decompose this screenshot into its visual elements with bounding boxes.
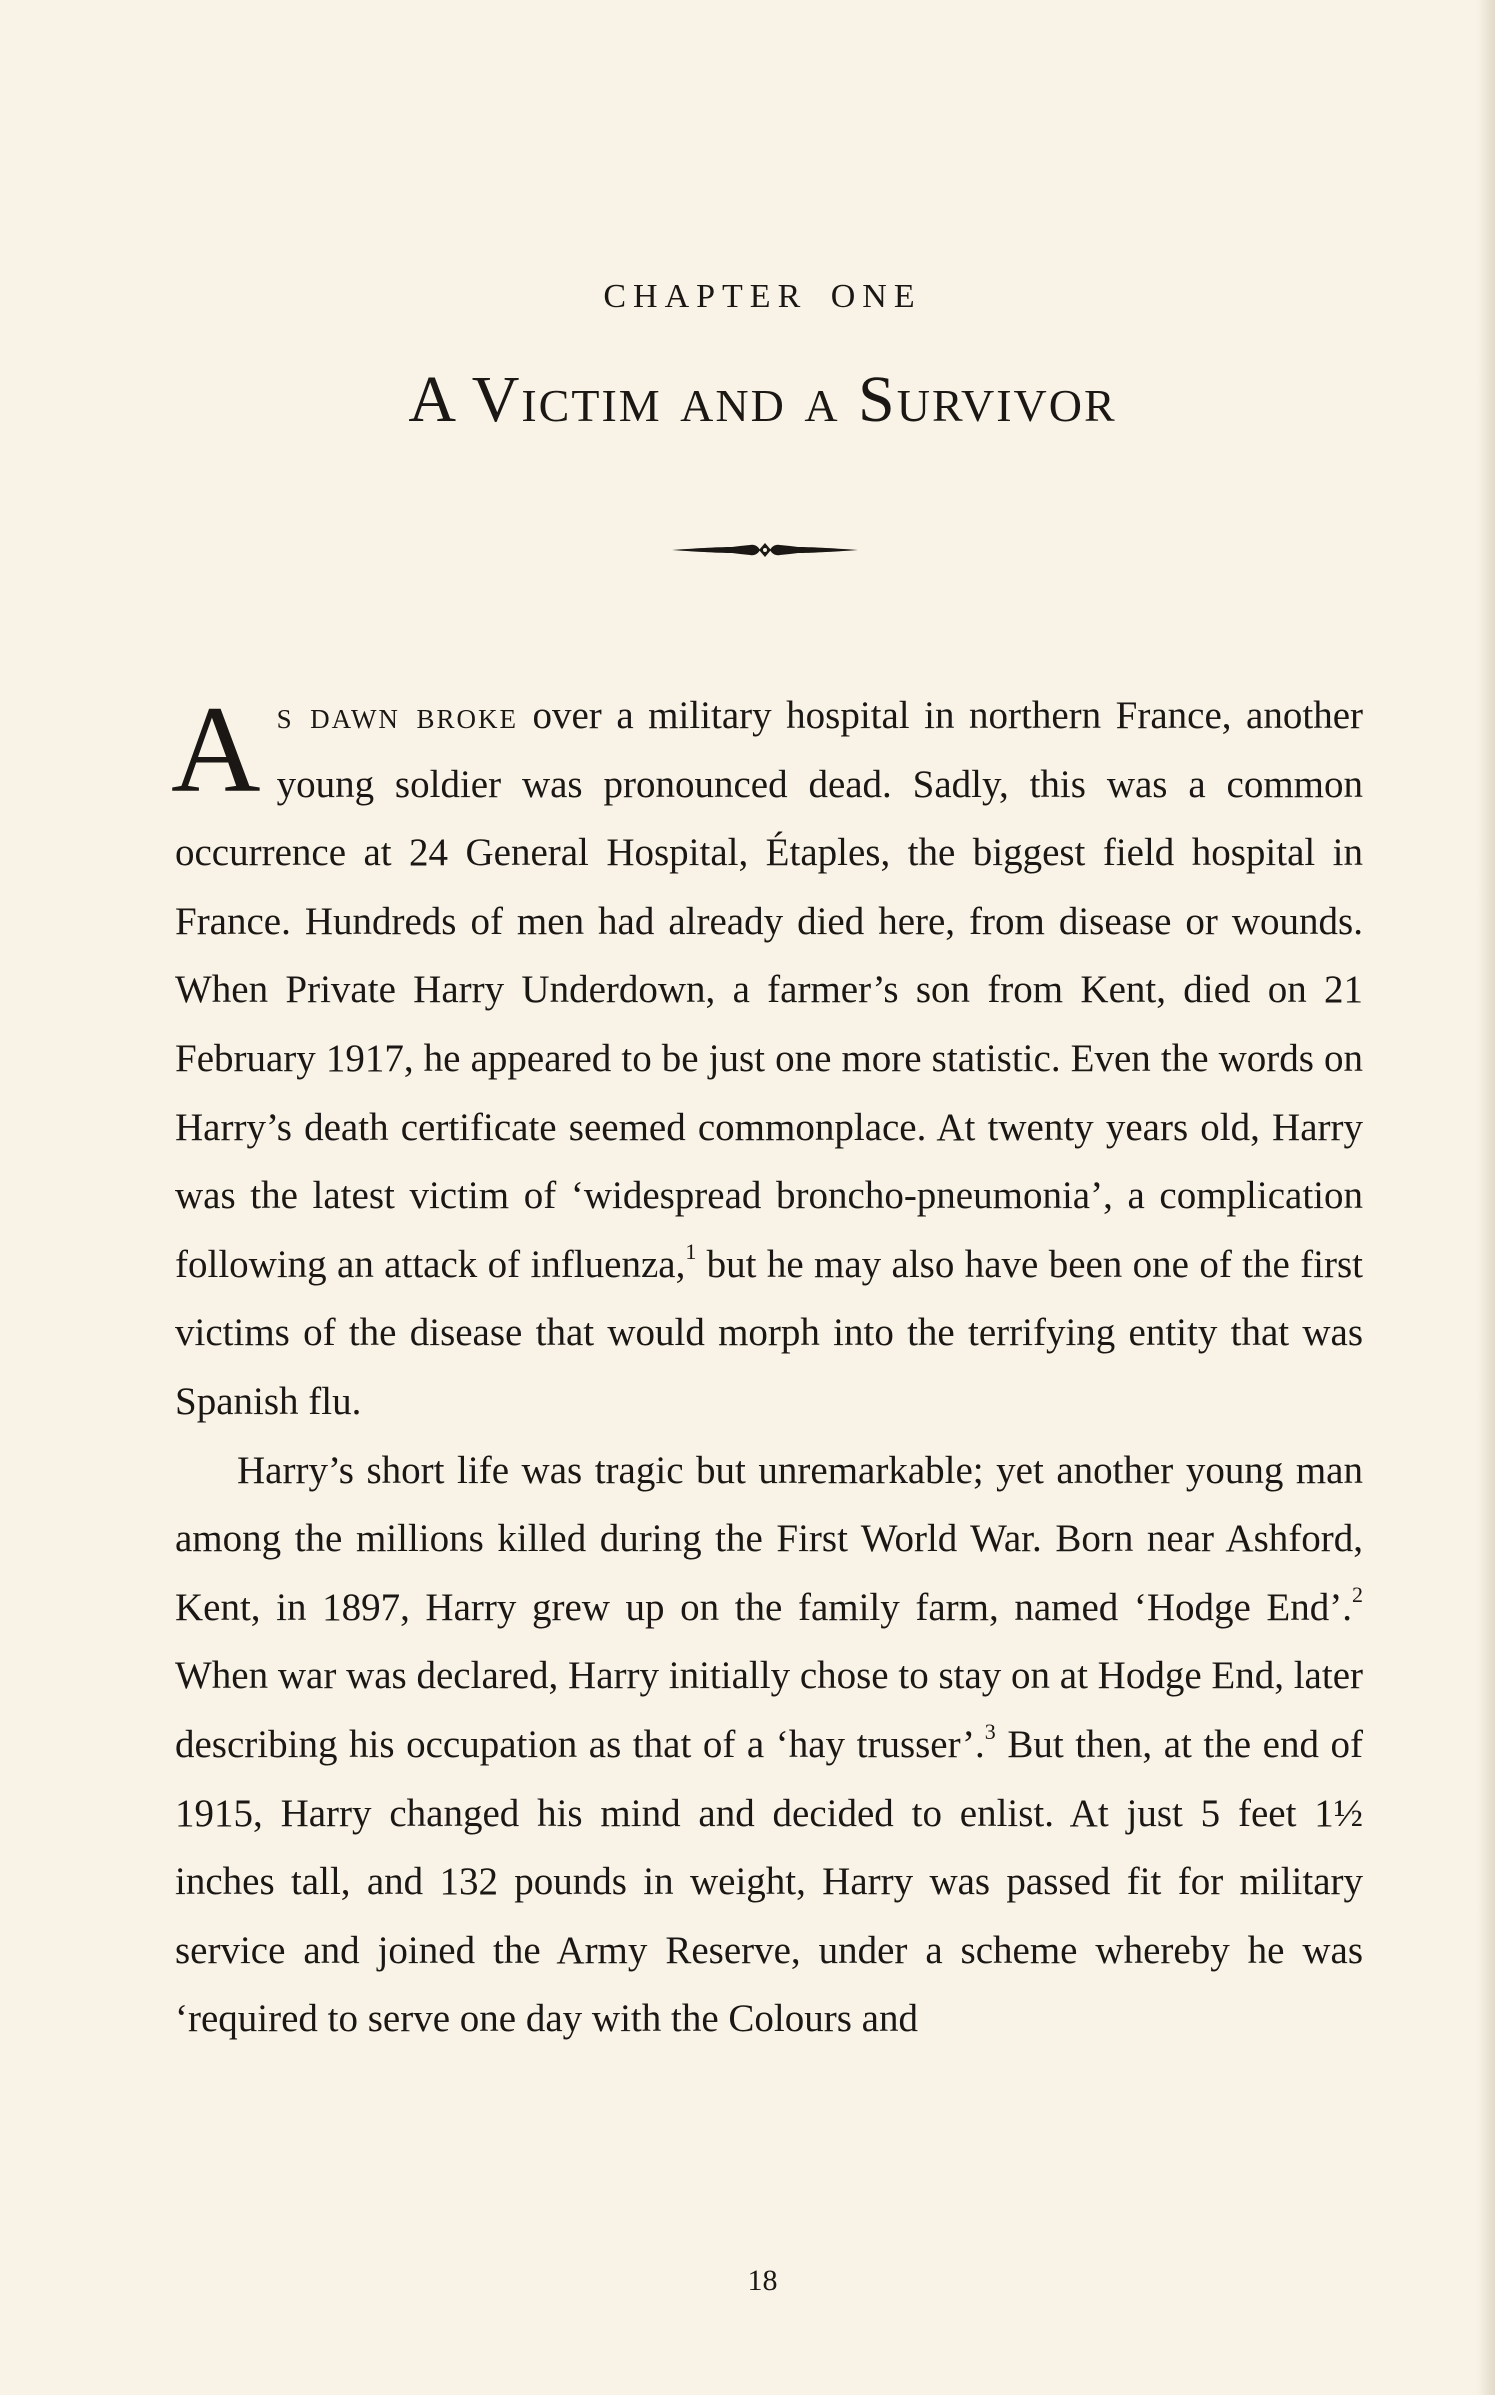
chapter-label: CHAPTER ONE (603, 278, 922, 315)
page-edge-shadow (1477, 0, 1495, 2395)
paragraph (171, 681, 1364, 1437)
body-text (171, 681, 1364, 2054)
page-number: 18 (747, 2264, 778, 2297)
paragraph-text: But then, at the end of 1915, Harry changed his mind and decided to enlist. At just 5 feet 1½ inches tall, and 132 pounds in weight, Harry was passed fit for military service and joined the Army Reserve, under a scheme whereby he was ‘required to serve one day with the Colours and (175, 1722, 1363, 2041)
footnote-marker: 1 (685, 1238, 697, 1264)
paragraph-text: When war was declared, Harry initially chose to stay on at Hodge End, later describing his occupation as that of a ‘hay trusser’. (175, 1654, 1363, 1766)
paragraph-text: but he may also have been one of the first victims of the disease that would morph into the terrifying entity that was Spanish flu. (175, 1242, 1363, 1423)
paragraph (175, 1437, 1363, 2054)
decorative-flourish-icon (670, 538, 860, 562)
paragraph-text: over a military hospital in northern France, another young soldier was pronounced dead. Sadly, this was a common occurrence at 24 General Hospital, Étaples, the biggest field hospital in France. Hundreds of men had already died here, from disease or wounds. When Private Harry Underdown, a farmer’s son from Kent, died on 21 February 1917, he appeared to be just one more statistic. Even the words on Harry’s death certificate seemed commonplace. At twenty years old, Harry was the latest victim of ‘widespread broncho-pneumonia’, a complication following an attack of influenza, (175, 694, 1364, 1286)
footnote-marker: 2 (1352, 1581, 1363, 1607)
drop-cap: A (171, 681, 261, 818)
chapter-title: A Victim and a Survivor (408, 363, 1117, 436)
footnote-marker: 3 (984, 1718, 996, 1744)
lead-in-small-caps: s dawn broke (276, 694, 518, 737)
paragraph-text: Harry’s short life was tragic but unremarkable; yet another young man among the millions killed during the First World War. Born near Ashford, Kent, in 1897, Harry grew up on the family farm, named ‘Hodge End’. (175, 1448, 1363, 1629)
